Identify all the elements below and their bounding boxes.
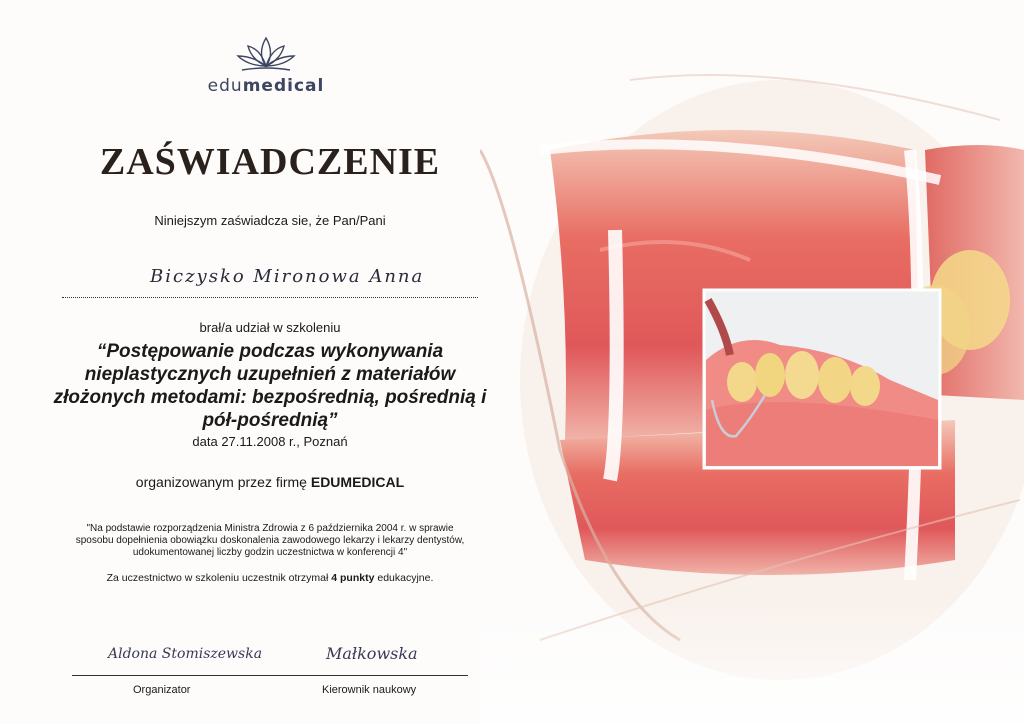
logo-wordmark xyxy=(196,76,336,96)
participation-text: brał/a udział w szkoleniu xyxy=(199,320,341,335)
course-title: “Postępowanie podczas wykonywania nieplastycznych uzupełnień z materiałów złożonych metodami: bezpośrednią, pośrednią i pół-pośrednią” xyxy=(53,341,487,431)
director-signature: Małkowska xyxy=(326,644,418,663)
points-suffix: edukacyjne. xyxy=(377,572,434,584)
logo-brand: medical xyxy=(242,76,325,96)
edumedical-logo xyxy=(196,36,336,106)
certificate-title: ZAŚWIADCZENIE xyxy=(99,141,441,183)
organizer-signature: Aldona Stomiszewska xyxy=(108,646,263,662)
director-label: Kierownik naukowy xyxy=(322,684,417,696)
participant-name: Biczysko Mironowa Anna xyxy=(150,266,425,287)
points-prefix: Za uczestnictwo w szkoleniu uczestnik otrzymał xyxy=(106,572,329,584)
signature-line xyxy=(72,675,468,676)
points-line xyxy=(60,572,480,584)
legal-basis: "Na podstawie rozporządzenia Ministra Zdrowia z 6 października 2004 r. w sprawie sposobu dopełnienia obowiązku doskonalenia zawodowego lekarzy i lekarzy dentystów, udokumentowanej liczby godzin uczestnictwa w konferencji 4" xyxy=(75,523,465,558)
points-value: 4 punkty xyxy=(331,572,375,584)
date-place: data 27.11.2008 r., Poznań xyxy=(192,434,348,449)
logo-prefix: edu xyxy=(207,76,243,96)
dental-photo-collage xyxy=(480,0,1024,724)
organizer-line xyxy=(60,474,480,490)
lotus-icon xyxy=(234,36,298,74)
organized-prefix: organizowanym przez firmę xyxy=(135,474,307,490)
organized-company: EDUMEDICAL xyxy=(310,474,405,490)
intro-text: Niniejszym zaświadcza sie, że Pan/Pani xyxy=(154,213,386,228)
organizer-label: Organizator xyxy=(133,684,191,696)
